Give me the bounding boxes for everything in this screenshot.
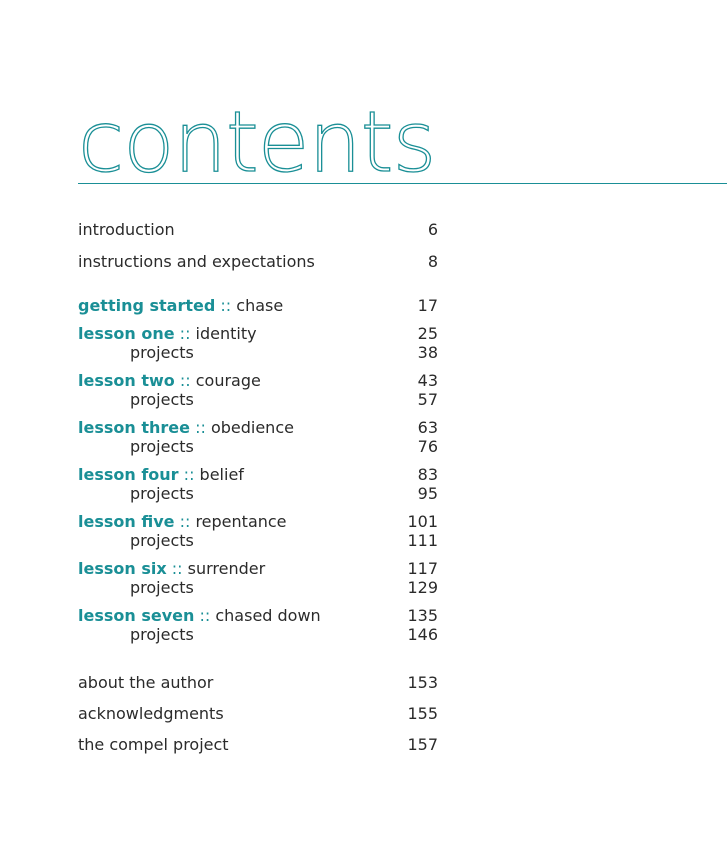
- toc-page: 146: [407, 625, 438, 644]
- toc-page: 6: [427, 220, 438, 239]
- toc-label: [78, 371, 261, 391]
- toc-entry-compel-project[interactable]: [78, 735, 438, 755]
- lesson-name: lesson one: [78, 324, 175, 343]
- toc-label: [78, 512, 287, 532]
- toc-label: [78, 296, 283, 316]
- toc-entry-lesson-five[interactable]: [78, 512, 438, 532]
- lesson-subject: obedience: [210, 418, 294, 437]
- lesson-name: lesson five: [78, 512, 175, 531]
- toc-label: [78, 418, 294, 438]
- toc-label: the compel project: [78, 735, 229, 754]
- toc-entry-about-the-author[interactable]: [78, 673, 438, 693]
- lesson-subject: chase: [236, 296, 284, 315]
- toc-sub-label: projects: [130, 484, 194, 503]
- toc-label: introduction: [78, 220, 175, 239]
- toc-entry-introduction[interactable]: [78, 220, 438, 240]
- toc-page: 83: [417, 465, 438, 484]
- toc-label: about the author: [78, 673, 214, 692]
- separator: ::: [171, 559, 183, 578]
- toc-page: 63: [417, 418, 438, 437]
- toc-page: 57: [417, 390, 438, 409]
- toc-sub-label: projects: [130, 531, 194, 550]
- title-rule: [78, 183, 727, 184]
- toc-page: 129: [407, 578, 438, 597]
- lesson-subject: belief: [199, 465, 244, 484]
- lesson-name: lesson seven: [78, 606, 195, 625]
- toc-entry-instructions[interactable]: [78, 252, 438, 272]
- toc-entry-lesson-three-projects[interactable]: [78, 437, 438, 457]
- toc-page: 111: [407, 531, 438, 550]
- toc-entry-getting-started[interactable]: [78, 296, 438, 316]
- separator: ::: [179, 512, 191, 531]
- lesson-name: lesson two: [78, 371, 175, 390]
- toc-page: 17: [417, 296, 438, 315]
- toc-page: 157: [407, 735, 438, 754]
- toc-label: [78, 606, 321, 626]
- separator: ::: [183, 465, 195, 484]
- toc-entry-lesson-seven[interactable]: [78, 606, 438, 626]
- toc-page: 8: [427, 252, 438, 271]
- toc-page: 117: [407, 559, 438, 578]
- toc-entry-lesson-two[interactable]: [78, 371, 438, 391]
- separator: ::: [220, 296, 232, 315]
- toc-entry-lesson-seven-projects[interactable]: [78, 625, 438, 645]
- lesson-subject: chased down: [215, 606, 321, 625]
- toc-label: acknowledgments: [78, 704, 224, 723]
- toc-entry-lesson-one-projects[interactable]: [78, 343, 438, 363]
- toc-sub-label: projects: [130, 437, 194, 456]
- separator: ::: [195, 418, 206, 437]
- toc-page: 135: [407, 606, 438, 625]
- toc-label: instructions and expectations: [78, 252, 315, 271]
- toc-page: 76: [417, 437, 438, 456]
- lesson-subject: surrender: [187, 559, 266, 578]
- toc-page: 95: [417, 484, 438, 503]
- toc-entry-lesson-four-projects[interactable]: [78, 484, 438, 504]
- toc-page: 43: [417, 371, 438, 390]
- toc-entry-acknowledgments[interactable]: [78, 704, 438, 724]
- toc-page: 101: [407, 512, 438, 531]
- toc-sub-label: projects: [130, 390, 194, 409]
- lesson-name: lesson six: [78, 559, 167, 578]
- toc-entry-lesson-two-projects[interactable]: [78, 390, 438, 410]
- toc-page: 25: [417, 324, 438, 343]
- separator: ::: [199, 606, 211, 625]
- lesson-name: lesson three: [78, 418, 190, 437]
- toc-entry-lesson-four[interactable]: [78, 465, 438, 485]
- toc-sub-label: projects: [130, 343, 194, 362]
- toc-entry-lesson-six[interactable]: [78, 559, 438, 579]
- toc-page: 155: [407, 704, 438, 723]
- page-title: contents: [78, 93, 436, 191]
- toc-page: 38: [417, 343, 438, 362]
- lesson-name: lesson four: [78, 465, 179, 484]
- lesson-name: getting started: [78, 296, 216, 315]
- toc-entry-lesson-three[interactable]: [78, 418, 438, 438]
- lesson-subject: repentance: [195, 512, 287, 531]
- toc-entry-lesson-six-projects[interactable]: [78, 578, 438, 598]
- toc-label: [78, 559, 265, 579]
- toc-label: [78, 324, 257, 344]
- toc-entry-lesson-five-projects[interactable]: [78, 531, 438, 551]
- lesson-subject: courage: [195, 371, 261, 390]
- lesson-subject: identity: [195, 324, 257, 343]
- toc-label: [78, 465, 244, 485]
- separator: ::: [179, 324, 191, 343]
- toc-sub-label: projects: [130, 625, 194, 644]
- separator: ::: [179, 371, 191, 390]
- toc-page: 153: [407, 673, 438, 692]
- toc-sub-label: projects: [130, 578, 194, 597]
- toc-entry-lesson-one[interactable]: [78, 324, 438, 344]
